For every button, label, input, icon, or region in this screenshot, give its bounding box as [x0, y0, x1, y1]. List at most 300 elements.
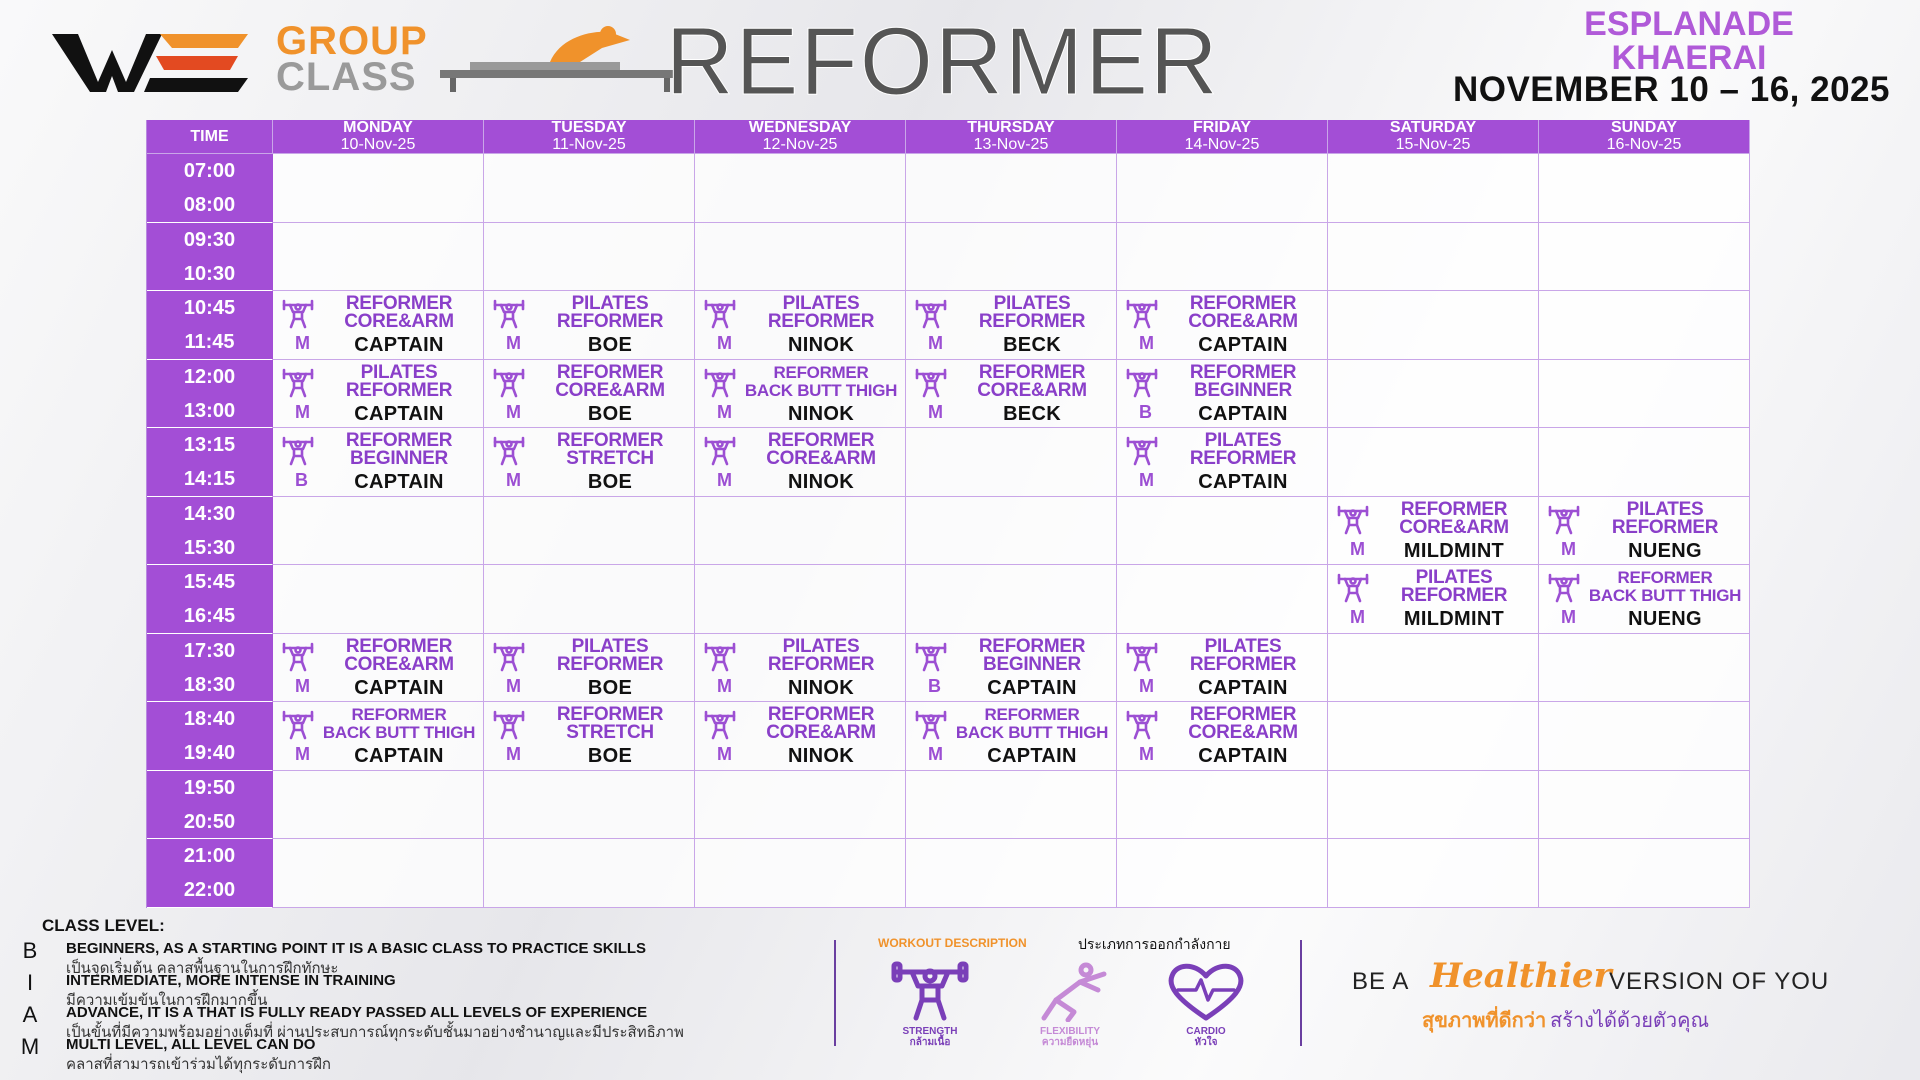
- class-name: [530, 432, 690, 468]
- class-name: [741, 364, 901, 400]
- day-header-monday: [273, 120, 484, 154]
- class-level: M: [1350, 607, 1365, 627]
- coach-name: NINOK: [788, 334, 854, 356]
- schedule-cell: [1117, 154, 1328, 223]
- class-entry[interactable]: [484, 428, 694, 496]
- class-name-line1: PILATES: [571, 293, 649, 314]
- class-name-line2: BACK BUTT THIGH: [955, 723, 1109, 742]
- time-slot: [147, 497, 273, 566]
- workout-label-en: CARDIO: [1186, 1026, 1226, 1037]
- strength-icon: [1125, 710, 1159, 740]
- schedule-cell: [273, 634, 484, 703]
- workout-label-en: STRENGTH: [902, 1026, 958, 1037]
- class-entry[interactable]: [695, 291, 905, 359]
- cardio-icon: [1166, 960, 1246, 1022]
- class-name-line1: REFORMER: [1617, 568, 1713, 587]
- class-name-line2: REFORMER: [767, 311, 875, 332]
- class-level: M: [928, 401, 943, 422]
- schedule-cell: [1539, 428, 1750, 497]
- schedule-cell: [1117, 360, 1328, 429]
- class-name-line1: PILATES: [360, 361, 438, 383]
- time-end: 20:50: [183, 810, 236, 833]
- class-name: [952, 361, 1112, 401]
- time-end: 11:45: [184, 331, 235, 353]
- schedule-cell: [273, 565, 484, 634]
- strength-icon: [281, 299, 315, 329]
- time-slot: [147, 839, 273, 908]
- time-end: 22:00: [183, 879, 236, 901]
- time-start: 09:30: [183, 228, 236, 251]
- coach-name: CAPTAIN: [354, 402, 444, 425]
- coach-name: NINOK: [788, 745, 854, 767]
- schedule-cell: [1539, 154, 1750, 223]
- coach-name: CAPTAIN: [987, 745, 1077, 767]
- schedule-cell: [906, 702, 1117, 771]
- class-name-line1: REFORMER: [345, 293, 453, 314]
- class-name: [1163, 706, 1323, 742]
- class-name: [530, 706, 690, 742]
- time-slot: [147, 565, 273, 634]
- level-letter: B: [22, 938, 38, 963]
- schedule-cell: [484, 565, 695, 634]
- time-start: 14:30: [183, 502, 236, 525]
- class-entry[interactable]: [273, 634, 483, 702]
- class-name-line2: REFORMER: [978, 311, 1086, 332]
- footer-divider-right: [1300, 940, 1302, 1046]
- schedule-cell: [1328, 497, 1539, 566]
- workout-label-th: หัวใจ: [1194, 1037, 1218, 1048]
- coach-name: NINOK: [788, 676, 854, 699]
- schedule-cell: [1539, 634, 1750, 703]
- class-entry[interactable]: [273, 428, 483, 496]
- class-name: [1163, 635, 1323, 675]
- schedule-cell: [273, 291, 484, 360]
- strength-icon: [703, 642, 737, 672]
- tagline-healthier: Healthier: [1430, 956, 1612, 996]
- class-name: [1585, 569, 1745, 605]
- class-name-line1: REFORMER: [345, 635, 453, 657]
- schedule-cell: [1328, 565, 1539, 634]
- day-name: THURSDAY: [967, 119, 1055, 136]
- class-name-line2: CORE&ARM: [1188, 722, 1298, 743]
- class-name: [1374, 498, 1534, 538]
- class-entry[interactable]: [906, 360, 1116, 428]
- schedule-cell: [695, 634, 906, 703]
- strength-icon: [492, 642, 526, 672]
- schedule-cell: [695, 428, 906, 497]
- class-name: [741, 706, 901, 742]
- class-name-line2: REFORMER: [345, 379, 453, 401]
- level-description: MULTI LEVEL, ALL LEVEL CAN DO: [66, 1036, 316, 1053]
- time-end: 18:30: [183, 673, 236, 696]
- strength-icon: [492, 299, 526, 329]
- class-level: M: [717, 333, 732, 353]
- class-name: [319, 361, 479, 401]
- schedule-cell: [1117, 497, 1328, 566]
- class-level: M: [295, 675, 310, 696]
- class-name-line2: CORE&ARM: [1399, 516, 1509, 538]
- class-name-line2: BACK BUTT THIGH: [1588, 586, 1742, 605]
- coach-name: BOE: [587, 745, 633, 767]
- schedule-cell: [906, 771, 1117, 840]
- we-logo: [52, 26, 252, 96]
- coach-name: NUENG: [1628, 539, 1702, 562]
- class-level: M: [928, 333, 943, 353]
- class-entry[interactable]: [273, 702, 483, 770]
- level-letter: A: [22, 1002, 38, 1027]
- class-name: [319, 706, 479, 742]
- class-level: M: [717, 744, 732, 764]
- class-level: M: [1139, 744, 1154, 764]
- time-slot: [147, 291, 273, 360]
- class-level: M: [717, 401, 732, 422]
- class-level: M: [295, 744, 310, 764]
- class-name: [952, 706, 1112, 742]
- class-name-line1: PILATES: [1626, 498, 1704, 520]
- strength-icon: [1125, 436, 1159, 466]
- coach-name: CAPTAIN: [1198, 676, 1288, 699]
- class-level: M: [1139, 333, 1154, 353]
- strength-icon: [492, 368, 526, 398]
- schedule-cell: [1328, 839, 1539, 908]
- level-description: ADVANCE, IT IS A THAT IS FULLY READY PASSED ALL LEVELS OF EXPERIENCE: [66, 1004, 648, 1021]
- day-date: 16-Nov-25: [1606, 136, 1682, 153]
- class-entry[interactable]: [1539, 497, 1749, 565]
- class-level: M: [717, 675, 732, 696]
- schedule-cell: [1328, 360, 1539, 429]
- class-entry[interactable]: [1117, 291, 1327, 359]
- class-name-line1: REFORMER: [767, 430, 875, 451]
- class-level: B: [928, 675, 941, 696]
- strength-icon: [492, 710, 526, 740]
- workout-label-th: ความยืดหยุ่น: [1041, 1037, 1099, 1048]
- class-name: [319, 295, 479, 331]
- workout-label-flexibility: [1010, 1026, 1130, 1048]
- class-entry[interactable]: [273, 360, 483, 428]
- class-name-line1: REFORMER: [767, 704, 875, 725]
- class-entry[interactable]: [906, 634, 1116, 702]
- class-name-line2: CORE&ARM: [1188, 311, 1298, 332]
- class-name-line2: REFORMER: [1400, 585, 1508, 606]
- strength-icon: [890, 960, 970, 1022]
- strength-icon: [914, 710, 948, 740]
- schedule-cell: [1117, 634, 1328, 703]
- schedule-cell: [484, 291, 695, 360]
- class-name: [530, 361, 690, 401]
- coach-name: BOE: [587, 334, 633, 356]
- schedule-cell: [1539, 565, 1750, 634]
- level-letter: I: [26, 970, 34, 995]
- time-start: 12:00: [183, 365, 236, 388]
- week-range: NOVEMBER 10 – 16, 2025: [1452, 70, 1890, 109]
- class-name: [741, 432, 901, 468]
- reformer-machine-icon: [430, 18, 690, 98]
- schedule-cell: [1117, 771, 1328, 840]
- coach-name: CAPTAIN: [1198, 334, 1288, 356]
- day-date: 14-Nov-25: [1184, 136, 1260, 153]
- class-level: M: [506, 744, 521, 764]
- class-name-line2: REFORMER: [1189, 448, 1297, 469]
- level-letter: M: [20, 1034, 40, 1059]
- schedule-cell: [273, 839, 484, 908]
- class-entry[interactable]: [1328, 497, 1538, 565]
- class-level-title: CLASS LEVEL:: [42, 916, 165, 935]
- schedule-cell: [484, 702, 695, 771]
- class-name-line1: PILATES: [993, 293, 1071, 314]
- class-entry[interactable]: [1328, 565, 1538, 633]
- coach-name: BOE: [587, 402, 633, 425]
- schedule-cell: [695, 154, 906, 223]
- class-name-line2: CORE&ARM: [766, 448, 876, 469]
- class-name: [319, 635, 479, 675]
- flexibility-icon: [1030, 960, 1110, 1022]
- class-name-line1: REFORMER: [978, 635, 1086, 657]
- time-start: 21:00: [183, 845, 236, 867]
- class-name-line1: REFORMER: [984, 705, 1080, 724]
- class-level: M: [1561, 538, 1576, 559]
- class-entry[interactable]: [484, 634, 694, 702]
- schedule-cell: [273, 154, 484, 223]
- strength-icon: [914, 299, 948, 329]
- program-title: REFORMER: [665, 8, 1220, 115]
- class-name-line2: CORE&ARM: [344, 311, 454, 332]
- class-entry[interactable]: [695, 634, 905, 702]
- class-name-line2: REFORMER: [1189, 653, 1297, 675]
- time-start: 17:30: [183, 639, 236, 662]
- class-name-line1: REFORMER: [556, 361, 664, 383]
- class-entry[interactable]: [484, 702, 694, 770]
- day-header-saturday: [1328, 120, 1539, 154]
- schedule-cell: [484, 771, 695, 840]
- class-name-line2: BEGINNER: [1194, 379, 1292, 401]
- day-header-wednesday: [695, 120, 906, 154]
- class-name-line1: PILATES: [782, 293, 860, 314]
- schedule-cell: [1117, 223, 1328, 292]
- schedule-cell: [273, 360, 484, 429]
- time-slot: [147, 360, 273, 429]
- schedule-cell: [484, 497, 695, 566]
- class-name-line2: BEGINNER: [983, 653, 1081, 675]
- class-name: [1163, 432, 1323, 468]
- strength-icon: [1336, 505, 1370, 535]
- strength-icon: [1547, 573, 1581, 603]
- time-start: 07:00: [183, 160, 236, 182]
- class-entry[interactable]: [906, 291, 1116, 359]
- class-name-line1: REFORMER: [1189, 361, 1297, 383]
- schedule-cell: [695, 702, 906, 771]
- class-level: M: [1350, 538, 1365, 559]
- brand-group-text: GROUP: [276, 19, 428, 63]
- class-name-line2: BACK BUTT THIGH: [744, 380, 898, 400]
- schedule-cell: [1539, 771, 1750, 840]
- class-entry[interactable]: [1117, 428, 1327, 496]
- schedule-cell: [695, 497, 906, 566]
- schedule-cell: [695, 223, 906, 292]
- class-name-line2: REFORMER: [1611, 516, 1719, 538]
- class-name-line1: PILATES: [571, 635, 649, 657]
- schedule-cell: [484, 428, 695, 497]
- schedule-cell: [484, 154, 695, 223]
- schedule-cell: [1328, 223, 1539, 292]
- class-level: M: [506, 401, 521, 422]
- tagline-thai-1: สุขภาพที่ดีกว่า: [1422, 1010, 1547, 1032]
- day-date: 10-Nov-25: [340, 136, 416, 153]
- class-name-line2: BACK BUTT THIGH: [322, 723, 476, 742]
- schedule-cell: [906, 565, 1117, 634]
- workout-label-en: FLEXIBILITY: [1040, 1026, 1100, 1037]
- strength-icon: [703, 710, 737, 740]
- workout-label-strength: [870, 1026, 990, 1048]
- strength-icon: [914, 642, 948, 672]
- schedule-cell: [695, 360, 906, 429]
- class-entry[interactable]: [273, 291, 483, 359]
- class-name: [1585, 498, 1745, 538]
- strength-icon: [281, 710, 315, 740]
- time-header: TIME: [147, 120, 273, 154]
- class-entry[interactable]: [1117, 702, 1327, 770]
- class-level: M: [506, 333, 521, 353]
- schedule-cell: [1328, 771, 1539, 840]
- coach-name: MILDMINT: [1403, 608, 1505, 630]
- class-level: M: [506, 675, 521, 696]
- class-name: [530, 295, 690, 331]
- class-entry[interactable]: [695, 702, 905, 770]
- time-start: 19:50: [183, 776, 236, 799]
- coach-name: CAPTAIN: [354, 676, 444, 699]
- time-slot: [147, 771, 273, 840]
- tagline-thai-2: สร้างได้ด้วยตัวคุณ: [1550, 1010, 1710, 1032]
- schedule-cell: [484, 360, 695, 429]
- class-name: [1374, 569, 1534, 605]
- workout-label-cardio: [1146, 1026, 1266, 1048]
- class-name-line1: REFORMER: [1189, 293, 1297, 314]
- schedule-cell: [906, 291, 1117, 360]
- class-name-line1: REFORMER: [556, 704, 664, 725]
- strength-icon: [1547, 505, 1581, 535]
- class-level: M: [717, 470, 732, 490]
- schedule-cell: [1328, 702, 1539, 771]
- schedule-cell: [1117, 291, 1328, 360]
- workout-description-title: WORKOUT DESCRIPTION: [878, 936, 1027, 950]
- class-level: M: [928, 744, 943, 764]
- schedule-cell: [1328, 291, 1539, 360]
- schedule-cell: [906, 360, 1117, 429]
- brand-class-text: CLASS: [276, 55, 417, 99]
- schedule-cell: [906, 154, 1117, 223]
- class-entry[interactable]: [484, 291, 694, 359]
- time-end: 16:45: [183, 605, 236, 627]
- branch-name-line2: KHAERAI: [1611, 39, 1767, 77]
- class-entry[interactable]: [484, 360, 694, 428]
- class-name-line1: REFORMER: [351, 705, 447, 724]
- coach-name: CAPTAIN: [1198, 471, 1288, 493]
- level-description-thai: มีความเข้มข้นในการฝึกมากขึ้น: [66, 992, 268, 1009]
- time-start: 18:40: [183, 708, 236, 730]
- coach-name: CAPTAIN: [354, 471, 444, 493]
- coach-name: BECK: [1003, 402, 1061, 425]
- strength-icon: [1125, 368, 1159, 398]
- coach-name: BOE: [587, 471, 633, 493]
- time-slot: [147, 154, 273, 223]
- day-date: 15-Nov-25: [1395, 136, 1471, 153]
- coach-name: CAPTAIN: [987, 676, 1077, 699]
- class-level: B: [295, 470, 308, 490]
- class-name: [319, 432, 479, 468]
- class-name: [741, 295, 901, 331]
- branch-name-line1: ESPLANADE: [1584, 5, 1794, 43]
- class-entry[interactable]: [695, 360, 905, 428]
- strength-icon: [1336, 573, 1370, 603]
- schedule-cell: [273, 497, 484, 566]
- class-name: [1163, 295, 1323, 331]
- class-name-line2: CORE&ARM: [344, 653, 454, 675]
- schedule-cell: [906, 634, 1117, 703]
- coach-name: CAPTAIN: [354, 745, 444, 767]
- class-name-line1: PILATES: [1204, 635, 1282, 657]
- level-description-thai: เป็นจุดเริ่มต้น คลาสพื้นฐานในการฝึกทักษะ: [66, 960, 339, 977]
- level-description: INTERMEDIATE, MORE INTENSE IN TRAINING: [66, 972, 396, 989]
- day-header-thursday: [906, 120, 1117, 154]
- time-end: 10:30: [183, 262, 236, 285]
- time-slot: [147, 634, 273, 703]
- strength-icon: [492, 436, 526, 466]
- workout-label-th: กล้ามเนื้อ: [909, 1037, 951, 1048]
- class-name-line2: REFORMER: [767, 653, 875, 675]
- day-header-friday: [1117, 120, 1328, 154]
- day-date: 12-Nov-25: [762, 136, 838, 153]
- class-entry[interactable]: [1539, 565, 1749, 633]
- class-level: M: [295, 401, 310, 422]
- class-level: M: [1139, 470, 1154, 490]
- day-name: MONDAY: [343, 119, 413, 136]
- class-name-line1: REFORMER: [1400, 498, 1508, 520]
- schedule-cell: [906, 223, 1117, 292]
- class-name: [952, 635, 1112, 675]
- schedule-cell: [1539, 291, 1750, 360]
- class-name-line1: REFORMER: [773, 362, 869, 382]
- strength-icon: [281, 642, 315, 672]
- class-name-line1: PILATES: [1415, 567, 1493, 588]
- day-date: 13-Nov-25: [973, 136, 1049, 153]
- schedule-cell: [1117, 839, 1328, 908]
- schedule-cell: [273, 428, 484, 497]
- schedule-cell: [273, 702, 484, 771]
- schedule-cell: [1117, 702, 1328, 771]
- class-entry[interactable]: [906, 702, 1116, 770]
- schedule-cell: [273, 223, 484, 292]
- class-name-line2: BEGINNER: [350, 448, 448, 469]
- time-end: 15:30: [183, 536, 236, 559]
- day-name: TUESDAY: [551, 119, 627, 136]
- schedule-cell: [1539, 702, 1750, 771]
- time-end: 13:00: [183, 399, 236, 422]
- class-level: M: [1139, 675, 1154, 696]
- time-end: 08:00: [183, 194, 236, 216]
- schedule-cell: [1117, 565, 1328, 634]
- class-entry[interactable]: [1117, 634, 1327, 702]
- time-start: 15:45: [183, 571, 236, 593]
- class-name-line2: STRETCH: [566, 448, 654, 469]
- class-entry[interactable]: [1117, 360, 1327, 428]
- coach-name: CAPTAIN: [1198, 402, 1288, 425]
- footer-divider-left: [834, 940, 836, 1046]
- schedule-cell: [1328, 634, 1539, 703]
- class-entry[interactable]: [695, 428, 905, 496]
- schedule-cell: [695, 291, 906, 360]
- class-name: [1163, 361, 1323, 401]
- schedule-cell: [906, 497, 1117, 566]
- schedule-cell: [906, 839, 1117, 908]
